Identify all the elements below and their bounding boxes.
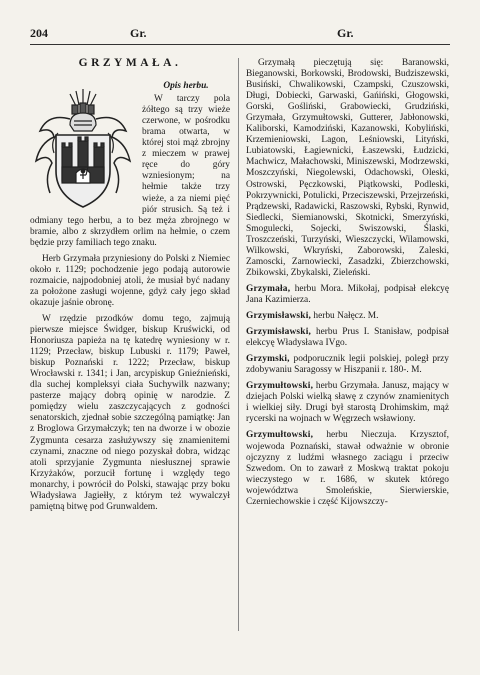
entry-text: herbu Nałęcz. M. — [311, 311, 379, 322]
column-divider — [238, 58, 239, 631]
entry-grzymala-mora — [246, 284, 449, 306]
running-head-right: Gr. — [337, 26, 354, 40]
entry-grzymultowski-grzymala — [246, 381, 449, 425]
entry-name: Grzymisławski, — [246, 327, 312, 338]
arms-description: W tarczy pola żółtego są trzy wieże czerwone, w pośrodku brama otwarta, w której stoi mąż zbrojny z mieczem w prawej ręce do góry wzniesionym; na hełmie także trzy wieże, a za niemi pięć piór strusich. Są też i odmiany tego herbu, a to bez męża zbrojnego w bramie, albo z skrzydłem orlim na hełmie, o czem będzie przy familiach tego znaku. — [30, 94, 230, 248]
entry-text: herbu Grzymała. Janusz, mający w dziejach Polski wielką sławę z czynów znamienitych i wielkiej siły. Drugi był starostą Drohimskim, mąż rycerski na wojnach w Węgrzech wsławiony. — [246, 381, 449, 425]
right-column — [246, 58, 449, 513]
page-number: 204 — [30, 26, 48, 40]
coat-of-arms-icon — [30, 83, 136, 213]
entry-text: herbu Prus I. Stanisław, podpisał elekcyę Władysława IVgo. — [246, 327, 449, 349]
article-title: GRZYMAŁA. — [78, 57, 182, 69]
entry-grzymski — [246, 354, 449, 376]
entry-name: Grzymułtowski, — [246, 430, 314, 441]
entry-text: herbu Mora. Mikołaj, podpisał elekcyę Jana Kazimierza. — [246, 283, 449, 305]
entry-text: herbu Nieczuja. Krzysztof, wojewoda Poznański, stawał odważnie w obronie ojczyzny z ludźmi własnego zaciągu i przeciw Szwedom. On to zawarł z Moskwą traktat pokoju wieczystego w r. 1686, w skutek którego województwa Smoleńskie, Sierwierskie, Czerniechowskie i część Kijowszczy- — [246, 430, 449, 507]
header-rule — [30, 44, 450, 45]
entry-name: Grzymała, — [246, 283, 291, 294]
running-head-left: Gr. — [130, 26, 147, 40]
entry-name: Grzymski, — [246, 354, 290, 365]
families-list: Grzymałą pieczętują się: Baranowski, Bieganowski, Borkowski, Brodowski, Budziszewski, Busiński, Chwalikowski, Czampski, Czuszowski, Długi, Dobiecki, Garwaski, Gańiński, Głogowski, Gorski, Gośliński, Grabowiecki, Grudziński, Grzymała, Grzymułtowski, Gutterer, Jabłonowski, Kaliborski, Kamodziński, Kazanowski, Kobyliński, Krzemieniowski, Lagon, Leśniowski, Lityński, Lubiatowski, Łagiewnicki, Łaszewski, Łudzicki, Machwicz, Małachowski, Miniszewski, Modrzewski, Moszczyński, Niegolewski, Odachowski, Oleski, Ostrowski, Pęczkowski, Piątkowski, Podleski, Pokrzywnicki, Potulicki, Przeciszewski, Przejrzeński, Prądzewski, Radawicki, Raszowski, Rybski, Rynwid, Siedlecki, Siemianowski, Skotnicki, Smerzyński, Smogulecki, Sojecki, Swiszowski, Ślaski, Troszczeński, Turzyński, Wieszczycki, Wilamowski, Wilkowski, Wkryński, Zaborowski, Zaleski, Zamoscki, Zarnowiecki, Zasadzki, Zbierzchowski, Zbikowski, Zbykalski, Zieleński. — [246, 58, 449, 278]
entry-name: Grzymisławski, — [246, 311, 312, 322]
entry-name: Grzymułtowski, — [246, 381, 314, 392]
entry-grzymislawski-nalecz — [246, 311, 449, 322]
ancestry-paragraph: W rzędzie przodków domu tego, zajmują pierwsze miejsce Świdger, biskup Kruświcki, od Honoriusza papieża na tę katedrę wyniesiony w r. 1129; Przecław, biskup Lubuski r. 1179; Paweł, biskup Poznański r. 1222; Przecław, biskup Wrocławski r. 1341; i Jan, arcypiskup Gnieźnieński, dla suchej kompleksyi ciała Suchywilk nazwany; pasterze mający dobrą opinię w narodzie. Z pomiędzy wielu zaszczycających z godności senatorskich, zjednał sobie szczególną pamiątkę: Jan z Broglowa Grzymałczyk; ten na dworze i w obozie Zygmunta cesarza zasłużywszy się znamienitemi czynami, znaczne od niego pozyskał dobra, widząc atoli sprzyjanie Zygmunta niesłusznej sprawie Krzyżaków, porzucił fortunę i względy tego monarchy, i powrócił do Polski, stawając przy boku Władysława Jagiełły, z którym też wywalczył pamiętną bitwę pod Grunwaldem. — [30, 313, 230, 512]
entry-grzymultowski-nieczuja — [246, 430, 449, 507]
entry-text: podporucznik legii polskiej, poległ przy zdobywaniu Saragossy w Hiszpanii r. 180-. M. — [246, 354, 449, 376]
section-subtitle: Opis herbu. — [163, 81, 209, 92]
origin-paragraph: Herb Grzymała przyniesiony do Polski z Niemiec około r. 1129; pochodzenie jego podają autorowie rozmaicie, najpodobniej atoli, że musiał być nadany za położone zasługi wojenne, gdyż cały jego skład okazuje jaśnie obronę. — [30, 253, 230, 308]
entry-grzymislawski-prus — [246, 327, 449, 349]
left-column — [30, 58, 230, 518]
page-header — [30, 26, 450, 44]
